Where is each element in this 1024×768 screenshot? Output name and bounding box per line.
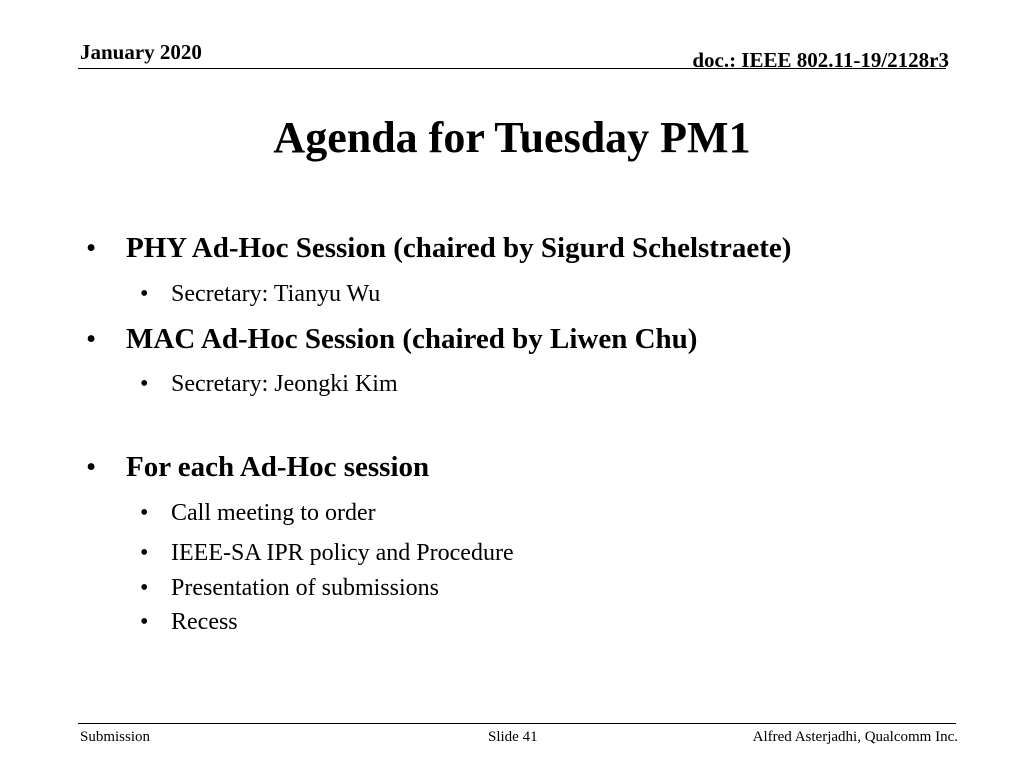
bullet-icon: • <box>140 281 149 307</box>
agenda-subitem-text: Secretary: Jeongki Kim <box>171 371 398 397</box>
footer-submission: Submission <box>80 729 151 745</box>
agenda-subitem-text: Recess <box>171 609 238 635</box>
header-doc-id: doc.: IEEE 802.11-19/2128r3 <box>692 48 949 72</box>
agenda-item-text: MAC Ad-Hoc Session (chaired by Liwen Chu) <box>126 323 698 355</box>
bullet-icon: • <box>140 540 149 566</box>
bullet-icon: • <box>86 232 97 264</box>
header-divider <box>78 68 946 69</box>
agenda-item-text: PHY Ad-Hoc Session (chaired by Sigurd Schelstraete) <box>126 232 792 264</box>
agenda-subitem-text: Call meeting to order <box>171 500 376 526</box>
bullet-icon: • <box>140 371 149 397</box>
footer-author: Alfred Asterjadhi, Qualcomm Inc. <box>752 729 958 745</box>
bullet-icon: • <box>140 609 149 635</box>
bullet-icon: • <box>86 323 97 355</box>
agenda-subitem-text: Presentation of submissions <box>171 575 439 601</box>
bullet-icon: • <box>86 451 97 483</box>
bullet-icon: • <box>140 575 149 601</box>
bullet-icon: • <box>140 500 149 526</box>
agenda-subitem-text: IEEE-SA IPR policy and Procedure <box>171 540 514 566</box>
agenda-item-text: For each Ad-Hoc session <box>126 451 430 483</box>
footer-divider <box>78 723 956 724</box>
slide-title: Agenda for Tuesday PM1 <box>273 113 751 162</box>
footer-slide-number: Slide 41 <box>488 729 538 745</box>
header-date: January 2020 <box>80 40 202 64</box>
agenda-subitem-text: Secretary: Tianyu Wu <box>171 281 381 307</box>
